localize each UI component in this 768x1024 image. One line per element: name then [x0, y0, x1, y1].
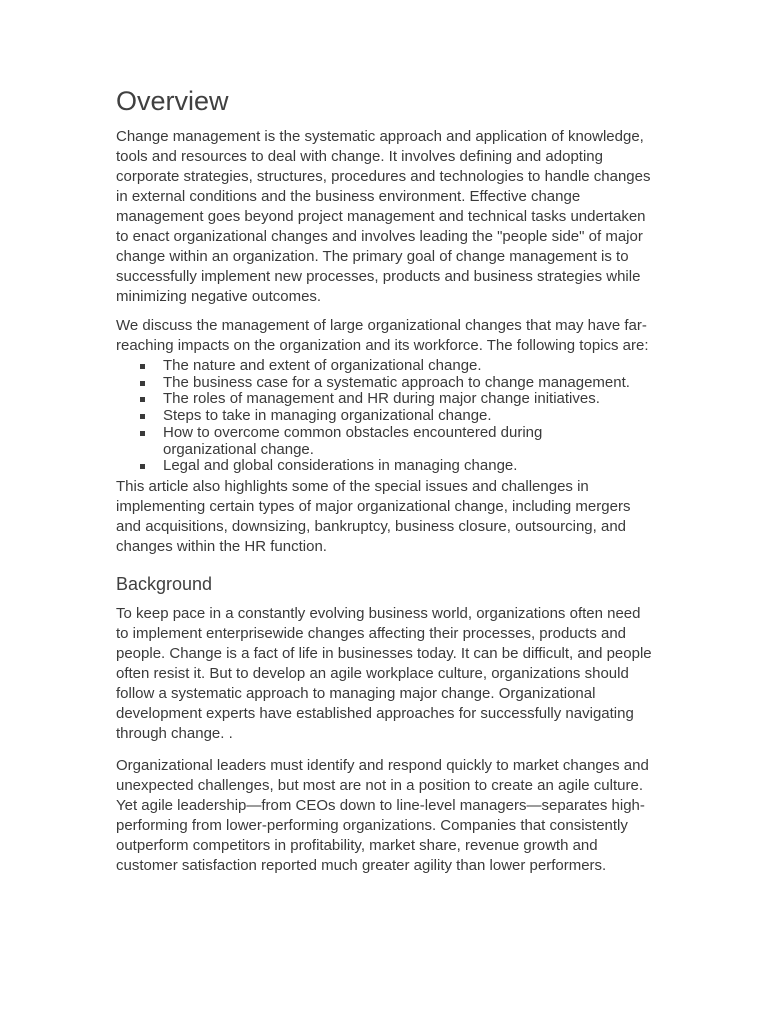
list-item: How to overcome common obstacles encountered during organizational change.: [163, 425, 656, 458]
list-item: The roles of management and HR during major change initiatives.: [163, 391, 656, 408]
document-page: [116, 84, 656, 885]
closing-paragraph: This article also highlights some of the special issues and challenges in implementing certain types of major organizational change, including mergers and acquisitions, downsizing, bankruptcy, business closure, outsourcing, and changes within the HR function.: [116, 477, 631, 555]
overview-heading: Overview: [116, 86, 229, 116]
list-item: Legal and global considerations in managing change.: [163, 458, 656, 475]
list-item: Steps to take in managing organizational change.: [163, 408, 656, 425]
topics-intro-paragraph: We discuss the management of large organizational changes that may have far-reaching impacts on the organization and its workforce. The following topics are:: [116, 317, 649, 354]
background-heading: Background: [116, 573, 213, 594]
overview-paragraph: Change management is the systematic approach and application of knowledge, tools and resources to deal with change. It involves defining and adopting corporate strategies, structures, procedures and technologies to handle changes in external conditions and the business environment. Effective change management goes beyond project management and technical tasks undertaken to enact organizational changes and involves leading the "people side" of major change within an organization. The primary goal of change management is to successfully implement new processes, products and business strategies while minimizing negative outcomes.: [116, 128, 651, 305]
list-item: The business case for a systematic approach to change management.: [163, 375, 656, 392]
topics-list: [116, 358, 656, 475]
list-item: The nature and extent of organizational change.: [163, 358, 656, 375]
background-paragraph: Organizational leaders must identify and respond quickly to market changes and unexpected challenges, but most are not in a position to create an agile culture. Yet agile leadership—from CEOs down to line-level managers—separates high-performing from lower-performing organizations. Companies that consistently outperform competitors in profitability, market share, revenue growth and customer satisfaction reported much greater agility than lower performers.: [116, 756, 649, 874]
background-paragraph: To keep pace in a constantly evolving business world, organizations often need to implement enterprisewide changes affecting their processes, products and people. Change is a fact of life in businesses today. It can be difficult, and people often resist it. But to develop an agile workplace culture, organizations should follow a systematic approach to managing major change. Organizational development experts have established approaches for successfully navigating through change. .: [116, 604, 652, 742]
